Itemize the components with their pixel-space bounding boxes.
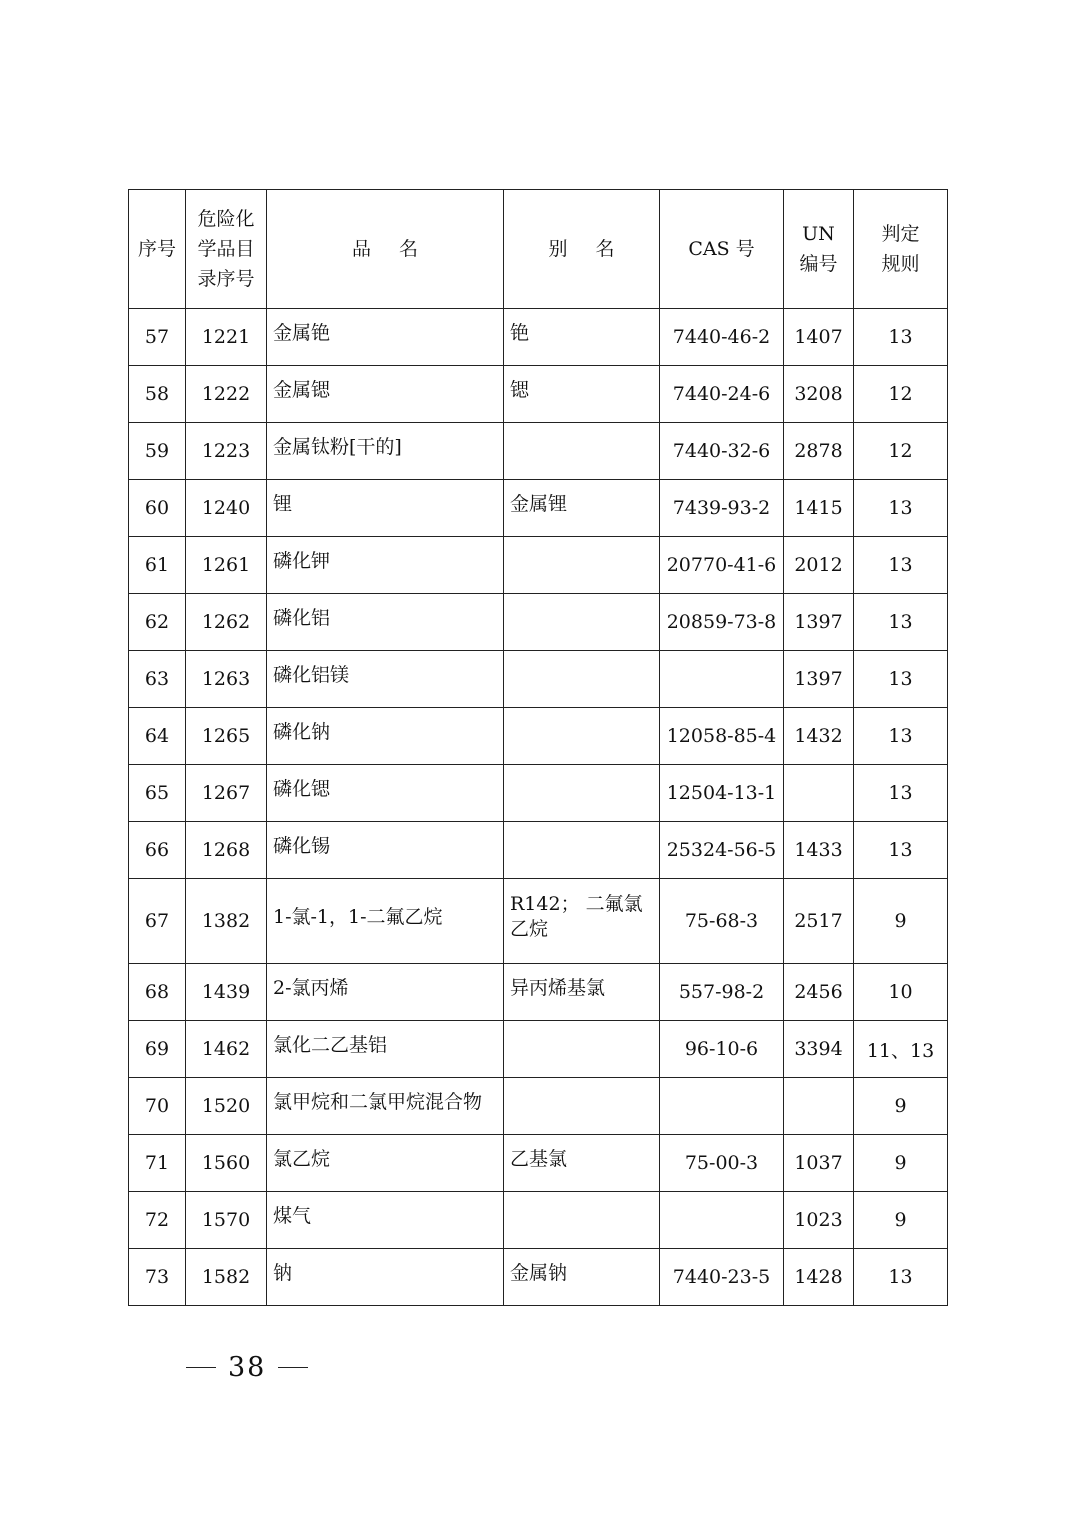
cell-product-name: 2-氯丙烯 xyxy=(267,964,504,1021)
cell-alias xyxy=(504,708,660,765)
cell-product-name: 氯化二乙基铝 xyxy=(267,1021,504,1078)
cell-rule: 13 xyxy=(854,594,948,651)
cell-product-name: 氯甲烷和二氯甲烷混合物 xyxy=(267,1078,504,1135)
cell-rule: 13 xyxy=(854,537,948,594)
cell-seq: 57 xyxy=(129,309,186,366)
cell-catalog-number: 1221 xyxy=(186,309,267,366)
cell-catalog-number: 1570 xyxy=(186,1192,267,1249)
cell-product-name: 金属钛粉[干的] xyxy=(267,423,504,480)
cell-catalog-number: 1262 xyxy=(186,594,267,651)
cell-un-number: 3394 xyxy=(784,1021,854,1078)
table-row xyxy=(129,765,948,822)
cell-seq: 64 xyxy=(129,708,186,765)
cell-seq: 62 xyxy=(129,594,186,651)
cell-un-number: 2012 xyxy=(784,537,854,594)
page-number: 38 xyxy=(228,1352,267,1383)
cell-rule: 12 xyxy=(854,423,948,480)
table-row xyxy=(129,964,948,1021)
table-row xyxy=(129,537,948,594)
table-row xyxy=(129,822,948,879)
cell-un-number: 1432 xyxy=(784,708,854,765)
header-alias: 别名 xyxy=(504,190,660,309)
cell-rule: 9 xyxy=(854,1078,948,1135)
cell-catalog-number: 1439 xyxy=(186,964,267,1021)
cell-cas-number: 557-98-2 xyxy=(660,964,784,1021)
page-footer xyxy=(174,1352,320,1383)
cell-catalog-number: 1222 xyxy=(186,366,267,423)
cell-catalog-number: 1240 xyxy=(186,480,267,537)
cell-alias xyxy=(504,1192,660,1249)
cell-cas-number: 20770-41-6 xyxy=(660,537,784,594)
cell-cas-number xyxy=(660,1192,784,1249)
cell-catalog-number: 1223 xyxy=(186,423,267,480)
cell-rule: 10 xyxy=(854,964,948,1021)
cell-un-number xyxy=(784,765,854,822)
cell-cas-number: 75-00-3 xyxy=(660,1135,784,1192)
cell-rule: 12 xyxy=(854,366,948,423)
cell-alias xyxy=(504,651,660,708)
cell-cas-number xyxy=(660,1078,784,1135)
cell-product-name: 金属锶 xyxy=(267,366,504,423)
cell-seq: 73 xyxy=(129,1249,186,1306)
cell-product-name: 磷化铝 xyxy=(267,594,504,651)
cell-product-name: 钠 xyxy=(267,1249,504,1306)
cell-cas-number: 96-10-6 xyxy=(660,1021,784,1078)
cell-catalog-number: 1261 xyxy=(186,537,267,594)
cell-catalog-number: 1582 xyxy=(186,1249,267,1306)
table-row xyxy=(129,708,948,765)
cell-alias: 铯 xyxy=(504,309,660,366)
cell-alias: R142； 二氟氯乙烷 xyxy=(504,879,660,964)
cell-alias xyxy=(504,594,660,651)
footer-dash-left xyxy=(186,1367,216,1368)
cell-seq: 58 xyxy=(129,366,186,423)
cell-alias: 金属锂 xyxy=(504,480,660,537)
header-product-name: 品名 xyxy=(267,190,504,309)
cell-seq: 66 xyxy=(129,822,186,879)
cell-rule: 13 xyxy=(854,765,948,822)
cell-cas-number: 7440-32-6 xyxy=(660,423,784,480)
cell-un-number: 2878 xyxy=(784,423,854,480)
cell-un-number: 1397 xyxy=(784,651,854,708)
cell-seq: 68 xyxy=(129,964,186,1021)
cell-rule: 13 xyxy=(854,708,948,765)
cell-un-number: 1023 xyxy=(784,1192,854,1249)
table-row xyxy=(129,423,948,480)
cell-seq: 61 xyxy=(129,537,186,594)
table-row xyxy=(129,879,948,964)
cell-cas-number: 7440-24-6 xyxy=(660,366,784,423)
cell-cas-number: 75-68-3 xyxy=(660,879,784,964)
cell-un-number: 1433 xyxy=(784,822,854,879)
cell-un-number: 1407 xyxy=(784,309,854,366)
cell-catalog-number: 1382 xyxy=(186,879,267,964)
cell-un-number: 1037 xyxy=(784,1135,854,1192)
cell-un-number: 1415 xyxy=(784,480,854,537)
table-row xyxy=(129,594,948,651)
header-catalog-number: 危险化 学品目 录序号 xyxy=(186,190,267,309)
table-row xyxy=(129,480,948,537)
cell-catalog-number: 1267 xyxy=(186,765,267,822)
header-un-number: UN 编号 xyxy=(784,190,854,309)
cell-product-name: 锂 xyxy=(267,480,504,537)
cell-alias xyxy=(504,765,660,822)
cell-catalog-number: 1265 xyxy=(186,708,267,765)
cell-cas-number: 12058-85-4 xyxy=(660,708,784,765)
cell-catalog-number: 1268 xyxy=(186,822,267,879)
cell-un-number: 1428 xyxy=(784,1249,854,1306)
cell-product-name: 磷化锶 xyxy=(267,765,504,822)
cell-product-name: 磷化铝镁 xyxy=(267,651,504,708)
cell-un-number: 3208 xyxy=(784,366,854,423)
cell-cas-number: 25324-56-5 xyxy=(660,822,784,879)
table-header-row xyxy=(129,190,948,309)
cell-cas-number: 20859-73-8 xyxy=(660,594,784,651)
cell-alias xyxy=(504,537,660,594)
table-row xyxy=(129,1192,948,1249)
cell-product-name: 磷化钠 xyxy=(267,708,504,765)
table-row xyxy=(129,1021,948,1078)
table-row xyxy=(129,366,948,423)
cell-seq: 63 xyxy=(129,651,186,708)
cell-seq: 72 xyxy=(129,1192,186,1249)
cell-alias xyxy=(504,822,660,879)
cell-product-name: 磷化锡 xyxy=(267,822,504,879)
cell-rule: 9 xyxy=(854,1135,948,1192)
cell-product-name: 磷化钾 xyxy=(267,537,504,594)
cell-rule: 13 xyxy=(854,822,948,879)
cell-seq: 67 xyxy=(129,879,186,964)
cell-product-name: 煤气 xyxy=(267,1192,504,1249)
cell-seq: 65 xyxy=(129,765,186,822)
cell-alias xyxy=(504,423,660,480)
cell-product-name: 1-氯-1，1-二氟乙烷 xyxy=(267,879,504,964)
cell-alias xyxy=(504,1078,660,1135)
cell-seq: 59 xyxy=(129,423,186,480)
cell-cas-number: 7439-93-2 xyxy=(660,480,784,537)
cell-rule: 9 xyxy=(854,1192,948,1249)
cell-rule: 13 xyxy=(854,651,948,708)
cell-rule: 11、13 xyxy=(854,1021,948,1078)
cell-rule: 13 xyxy=(854,1249,948,1306)
cell-alias: 乙基氯 xyxy=(504,1135,660,1192)
cell-catalog-number: 1560 xyxy=(186,1135,267,1192)
cell-cas-number: 7440-46-2 xyxy=(660,309,784,366)
cell-un-number: 1397 xyxy=(784,594,854,651)
cell-rule: 9 xyxy=(854,879,948,964)
cell-seq: 69 xyxy=(129,1021,186,1078)
cell-un-number: 2456 xyxy=(784,964,854,1021)
cell-seq: 60 xyxy=(129,480,186,537)
cell-seq: 71 xyxy=(129,1135,186,1192)
header-rule: 判定 规则 xyxy=(854,190,948,309)
cell-rule: 13 xyxy=(854,309,948,366)
cell-cas-number: 7440-23-5 xyxy=(660,1249,784,1306)
cell-alias: 锶 xyxy=(504,366,660,423)
cell-catalog-number: 1462 xyxy=(186,1021,267,1078)
cell-product-name: 氯乙烷 xyxy=(267,1135,504,1192)
footer-dash-right xyxy=(278,1367,308,1368)
table-row xyxy=(129,651,948,708)
table-row xyxy=(129,1078,948,1135)
hazardous-chemicals-table xyxy=(128,189,948,1306)
header-seq: 序号 xyxy=(129,190,186,309)
cell-alias xyxy=(504,1021,660,1078)
cell-product-name: 金属铯 xyxy=(267,309,504,366)
cell-seq: 70 xyxy=(129,1078,186,1135)
cell-rule: 13 xyxy=(854,480,948,537)
cell-cas-number: 12504-13-1 xyxy=(660,765,784,822)
cell-un-number xyxy=(784,1078,854,1135)
header-cas-number: CAS 号 xyxy=(660,190,784,309)
cell-un-number: 2517 xyxy=(784,879,854,964)
cell-cas-number xyxy=(660,651,784,708)
table-row xyxy=(129,309,948,366)
cell-catalog-number: 1263 xyxy=(186,651,267,708)
cell-alias: 异丙烯基氯 xyxy=(504,964,660,1021)
cell-catalog-number: 1520 xyxy=(186,1078,267,1135)
table-row xyxy=(129,1135,948,1192)
table-row xyxy=(129,1249,948,1306)
cell-alias: 金属钠 xyxy=(504,1249,660,1306)
